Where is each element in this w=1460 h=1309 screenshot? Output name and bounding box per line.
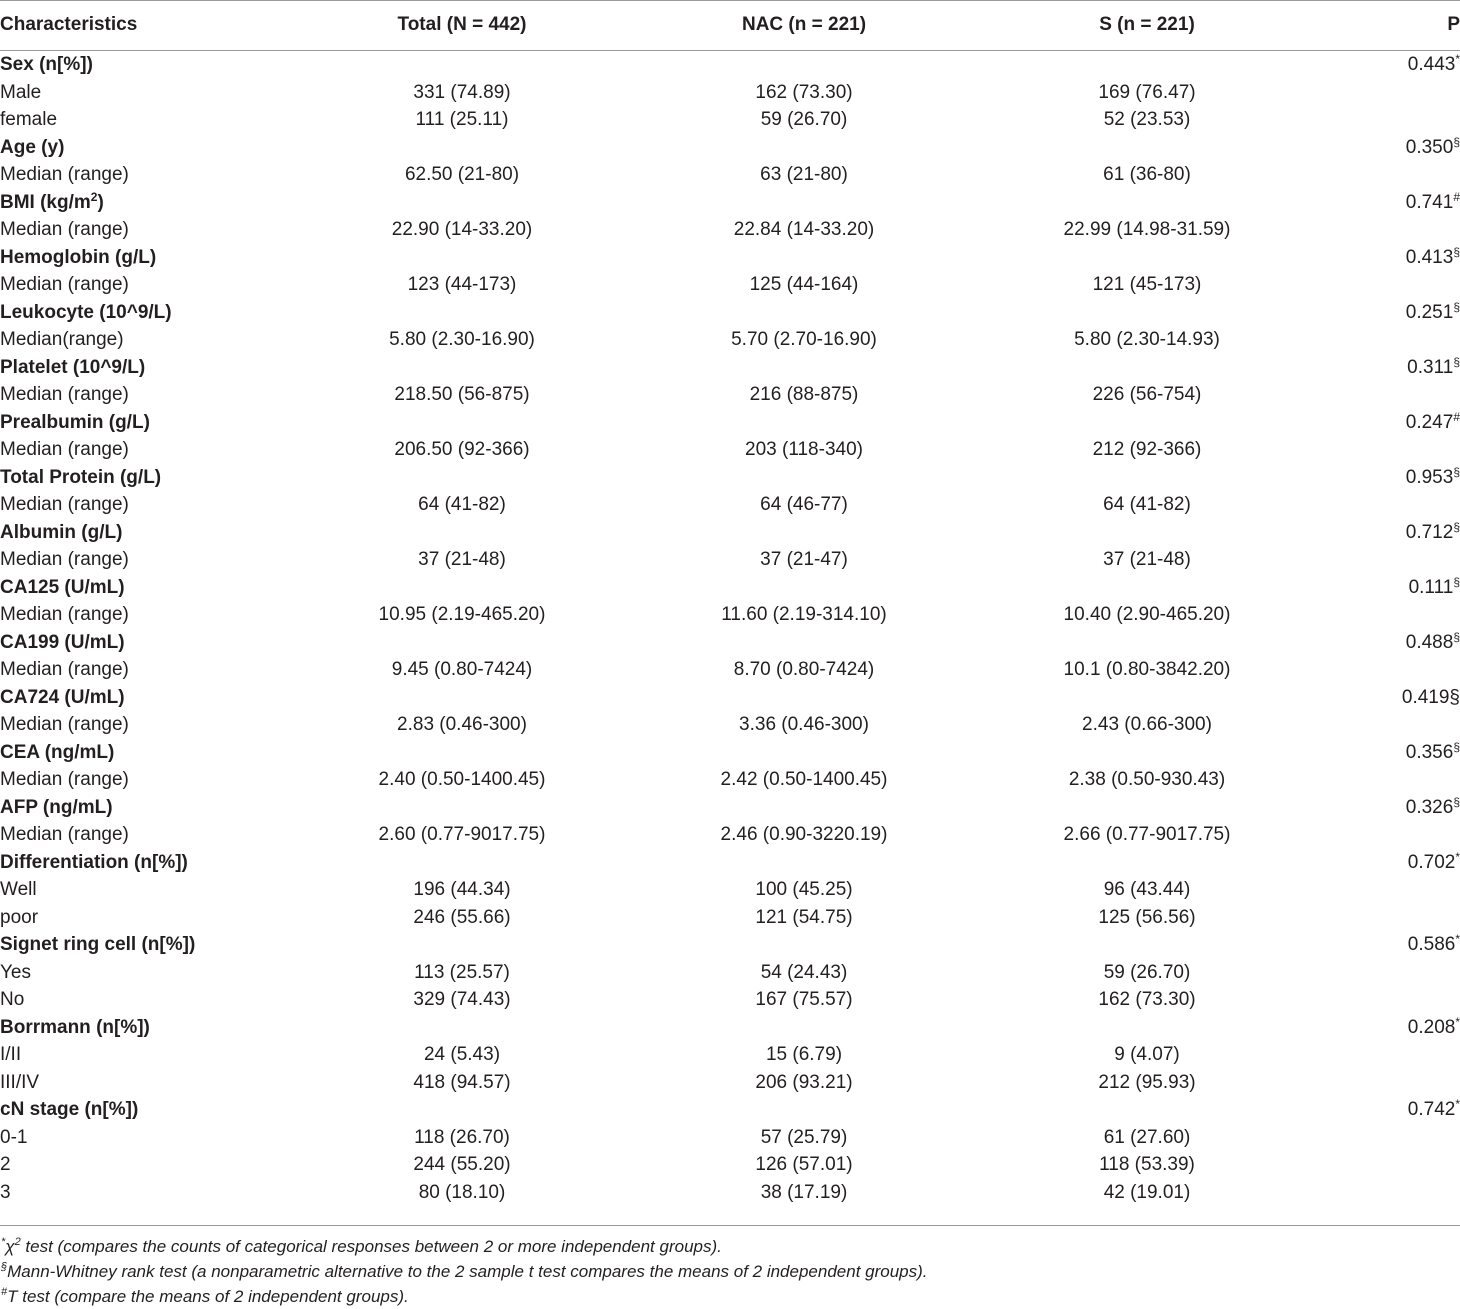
cell-nac: 126 (57.01): [755, 1154, 853, 1175]
cell-total: [292, 1014, 632, 1042]
table-row: [0, 161, 1460, 189]
cell-p-value: [1318, 601, 1460, 629]
cell-s: [976, 1096, 1318, 1124]
cell-total: 2.40 (0.50-1400.45): [378, 769, 546, 790]
cell-p-value: 0.443*: [1407, 52, 1460, 75]
cell-s: 2.43 (0.66-300): [1082, 714, 1212, 735]
table-row: [0, 381, 1460, 409]
table-row: [0, 821, 1460, 849]
cell-total: 196 (44.34): [413, 879, 511, 900]
cell-s: 5.80 (2.30-14.93): [1074, 329, 1220, 350]
row-label: 3: [0, 1181, 11, 1203]
row-label: Median (range): [0, 824, 129, 845]
row-label: Leukocyte (10^9/L): [0, 301, 172, 323]
cell-p-value: 0.741#: [1405, 189, 1460, 213]
table-row: [0, 271, 1460, 299]
row-label: CA724 (U/mL): [0, 686, 125, 708]
row-label: Platelet (10^9/L): [0, 356, 146, 378]
row-label: Median (range): [0, 384, 129, 405]
cell-total: [292, 574, 632, 602]
cell-nac: [632, 244, 976, 272]
table-row: [0, 904, 1460, 932]
cell-s: 2.38 (0.50-930.43): [1068, 769, 1226, 790]
cell-total: [292, 684, 632, 712]
cell-p-value: [1318, 381, 1460, 409]
cell-total: 331 (74.89): [413, 81, 511, 103]
row-label: Median (range): [0, 274, 129, 295]
header-nac: NAC (n = 221): [632, 0, 976, 51]
row-label: Median (range): [0, 494, 129, 515]
cell-p-value: [1318, 1041, 1460, 1069]
cell-nac: 37 (21-47): [760, 549, 848, 570]
row-label: CA125 (U/mL): [0, 576, 125, 598]
cell-total: [292, 464, 632, 492]
p-value-test-marker: §: [1453, 574, 1460, 589]
cell-total: 244 (55.20): [413, 1154, 511, 1175]
p-value-test-marker: §: [1453, 354, 1460, 369]
table-group-row: [0, 684, 1460, 712]
table-row: [0, 216, 1460, 244]
row-label: Well: [0, 879, 37, 900]
table-group-row: [0, 629, 1460, 657]
table-body: [0, 51, 1460, 1207]
cell-p-value: [1318, 1124, 1460, 1152]
table-row: [0, 326, 1460, 354]
cell-total: [292, 849, 632, 877]
cell-total: 10.95 (2.19-465.20): [378, 604, 546, 625]
cell-nac: [632, 409, 976, 437]
row-label: Median (range): [0, 164, 129, 185]
p-value-test-marker: *: [1455, 849, 1460, 864]
table-group-row: [0, 464, 1460, 492]
footnote-symbol: §: [1, 1261, 8, 1273]
cell-s: 59 (26.70): [1103, 961, 1191, 983]
table-row: [0, 106, 1460, 134]
table-row: [0, 1069, 1460, 1097]
row-label: female: [0, 109, 58, 130]
cell-p-value: 0.712§: [1405, 519, 1460, 543]
cell-p-value: 0.356§: [1405, 739, 1460, 763]
cell-s: [976, 629, 1318, 657]
cell-total: [292, 1096, 632, 1124]
footnote-lead: χ: [5, 1237, 15, 1256]
cell-nac: 3.36 (0.46-300): [739, 714, 869, 735]
row-label: I/II: [0, 1044, 22, 1065]
table-row: [0, 601, 1460, 629]
table-row: [0, 1124, 1460, 1152]
cell-total: 62.50 (21-80): [404, 164, 520, 185]
cell-nac: 206 (93.21): [755, 1071, 853, 1093]
cell-p-value: 0.742*: [1407, 1097, 1460, 1120]
header-characteristics: Characteristics: [0, 0, 292, 51]
cell-s: [976, 849, 1318, 877]
cell-p-value: 0.247#: [1405, 409, 1460, 433]
cell-total: [292, 354, 632, 382]
p-value-test-marker: *: [1455, 1097, 1460, 1111]
cell-p-value: [1318, 546, 1460, 574]
p-value-test-marker: *: [1455, 932, 1460, 946]
row-label: Albumin (g/L): [0, 521, 123, 543]
row-label: Male: [0, 81, 42, 103]
table-group-row: [0, 354, 1460, 382]
table-row: [0, 766, 1460, 794]
cell-total: [292, 739, 632, 767]
cell-nac: 125 (44-164): [749, 274, 859, 295]
cell-nac: 57 (25.79): [760, 1126, 848, 1148]
cell-total: 9.45 (0.80-7424): [391, 659, 533, 680]
cell-nac: 11.60 (2.19-314.10): [721, 604, 887, 625]
table-group-row: [0, 739, 1460, 767]
cell-s: [976, 931, 1318, 959]
cell-nac: [632, 519, 976, 547]
cell-s: 226 (56-754): [1092, 384, 1202, 405]
cell-total: [292, 189, 632, 217]
cell-nac: 54 (24.43): [760, 961, 848, 983]
cell-s: 118 (53.39): [1099, 1154, 1195, 1175]
table-group-row: [0, 519, 1460, 547]
cell-s: [976, 464, 1318, 492]
table-row: [0, 1041, 1460, 1069]
header-p: P: [1318, 0, 1460, 51]
cell-p-value: 0.350§: [1405, 134, 1460, 158]
cell-p-value: [1318, 821, 1460, 849]
cell-s: 61 (36-80): [1103, 164, 1191, 185]
table-group-row: [0, 299, 1460, 327]
cell-p-value: [1318, 959, 1460, 987]
cell-nac: 216 (88-875): [749, 384, 859, 405]
cell-s: 10.1 (0.80-3842.20): [1063, 659, 1231, 680]
cell-total: 2.60 (0.77-9017.75): [378, 824, 546, 845]
cell-p-value: [1318, 1151, 1460, 1179]
cell-nac: 121 (54.75): [755, 906, 853, 928]
footnote-line: [1, 1284, 1456, 1309]
cell-p-value: 0.953§: [1405, 464, 1460, 488]
table-group-row: [0, 1014, 1460, 1042]
p-value-test-marker: #: [1453, 189, 1460, 204]
cell-s: [976, 244, 1318, 272]
cell-nac: [632, 51, 976, 79]
cell-s: 212 (92-366): [1092, 439, 1202, 460]
cell-nac: 203 (118-340): [745, 439, 863, 460]
row-label: Median(range): [0, 329, 124, 350]
cell-p-value: 0.111§: [1408, 574, 1460, 598]
cell-total: 2.83 (0.46-300): [397, 714, 527, 735]
cell-p-value: [1318, 491, 1460, 519]
table-group-row: [0, 1096, 1460, 1124]
row-label: Median (range): [0, 714, 129, 735]
footnote-lead-superscript: 2: [14, 1236, 21, 1248]
p-value-test-marker: #: [1453, 409, 1460, 424]
cell-nac: 2.46 (0.90-3220.19): [720, 824, 888, 845]
cell-nac: [632, 299, 976, 327]
footnote-line: [1, 1234, 1456, 1259]
row-label: Median (range): [0, 659, 129, 680]
header-total: Total (N = 442): [292, 0, 632, 51]
label-superscript: 2: [90, 189, 98, 204]
cell-nac: [632, 1096, 976, 1124]
cell-nac: [632, 189, 976, 217]
cell-s: [976, 794, 1318, 822]
cell-total: [292, 794, 632, 822]
cell-total: 22.90 (14-33.20): [391, 219, 533, 240]
cell-p-value: [1318, 1069, 1460, 1097]
row-label: Median (range): [0, 604, 129, 625]
table-group-row: [0, 574, 1460, 602]
cell-total: 118 (26.70): [414, 1126, 510, 1148]
row-label: Hemoglobin (g/L): [0, 246, 157, 268]
footnote-line: [1, 1259, 1456, 1284]
footnote-symbol: #: [1, 1286, 8, 1298]
row-label: cN stage (n[%]): [0, 1099, 139, 1120]
table-row: [0, 79, 1460, 107]
cell-nac: [632, 134, 976, 162]
p-value-test-marker: §: [1453, 244, 1460, 259]
table-group-row: [0, 794, 1460, 822]
table-row: [0, 1179, 1460, 1207]
cell-p-value: [1318, 216, 1460, 244]
top-rule: [0, 0, 1460, 1]
p-value-test-marker: §: [1453, 134, 1460, 149]
row-label: No: [0, 989, 25, 1010]
cell-nac: 5.70 (2.70-16.90): [731, 329, 877, 350]
cell-s: 10.40 (2.90-465.20): [1063, 604, 1231, 625]
cell-s: [976, 51, 1318, 79]
cell-s: 96 (43.44): [1103, 879, 1191, 900]
cell-total: [292, 299, 632, 327]
cell-total: 37 (21-48): [418, 549, 506, 570]
header-s: S (n = 221): [976, 0, 1318, 51]
row-label: Total Protein (g/L): [0, 466, 162, 488]
p-value-test-marker: §: [1453, 794, 1460, 809]
cell-total: [292, 51, 632, 79]
table-row: [0, 656, 1460, 684]
cell-s: [976, 354, 1318, 382]
row-label: Yes: [0, 961, 31, 983]
cell-s: 212 (95.93): [1098, 1071, 1196, 1093]
cell-p-value: [1318, 1179, 1460, 1207]
cell-nac: 15 (6.79): [765, 1044, 843, 1065]
p-value-test-marker: *: [1455, 1014, 1460, 1029]
cell-nac: 38 (17.19): [760, 1181, 848, 1203]
cell-total: 123 (44-173): [407, 274, 517, 295]
footnote-symbol: *: [1, 1236, 6, 1248]
table-row: [0, 491, 1460, 519]
cell-s: 64 (41-82): [1103, 494, 1191, 515]
cell-nac: [632, 684, 976, 712]
cell-total: [292, 409, 632, 437]
row-label: 0-1: [0, 1126, 28, 1148]
cell-p-value: 0.413§: [1405, 244, 1460, 268]
cell-total: 5.80 (2.30-16.90): [389, 329, 535, 350]
row-label: Borrmann (n[%]): [0, 1016, 150, 1038]
cell-nac: 59 (26.70): [760, 109, 848, 130]
cell-total: 246 (55.66): [413, 906, 511, 928]
p-value-test-marker: §: [1453, 739, 1460, 754]
table-header: [0, 0, 1460, 51]
footnote-text: T test (compare the means of 2 independent groups).: [7, 1287, 409, 1306]
row-label: CEA (ng/mL): [0, 741, 115, 763]
cell-nac: 22.84 (14-33.20): [733, 219, 875, 240]
table-row: [0, 711, 1460, 739]
header-row: [0, 0, 1460, 51]
cell-s: [976, 1014, 1318, 1042]
table-group-row: [0, 409, 1460, 437]
table-row: [0, 546, 1460, 574]
cell-nac: [632, 739, 976, 767]
table-group-row: [0, 134, 1460, 162]
cell-nac: [632, 629, 976, 657]
table-row: [0, 986, 1460, 1014]
table-row: [0, 876, 1460, 904]
cell-nac: 162 (73.30): [755, 81, 853, 103]
p-value-test-marker: §: [1453, 629, 1460, 644]
cell-p-value: [1318, 161, 1460, 189]
cell-nac: [632, 464, 976, 492]
cell-s: 52 (23.53): [1103, 109, 1191, 130]
table-row: [0, 1151, 1460, 1179]
footnotes: [1, 1234, 1456, 1309]
table-row: [0, 436, 1460, 464]
cell-s: 42 (19.01): [1103, 1181, 1191, 1203]
p-value-test-marker: *: [1455, 52, 1460, 66]
p-value-test-marker: §: [1453, 299, 1460, 314]
row-label: Signet ring cell (n[%]): [0, 934, 196, 955]
cell-total: 64 (41-82): [418, 494, 506, 515]
table-row: [0, 959, 1460, 987]
cell-nac: 167 (75.57): [755, 989, 853, 1010]
cell-total: 418 (94.57): [413, 1071, 511, 1093]
cell-p-value: 0.488§: [1405, 629, 1460, 653]
cell-s: [976, 574, 1318, 602]
cell-total: 113 (25.57): [414, 961, 510, 983]
cell-p-value: [1318, 904, 1460, 932]
cell-s: [976, 409, 1318, 437]
row-label: 2: [0, 1154, 11, 1175]
cell-p-value: 0.208*: [1407, 1014, 1460, 1038]
row-label: Differentiation (n[%]): [0, 851, 188, 873]
cell-s: [976, 519, 1318, 547]
cell-nac: 2.42 (0.50-1400.45): [720, 769, 888, 790]
cell-p-value: 0.419§: [1401, 686, 1460, 708]
cell-p-value: [1318, 766, 1460, 794]
row-label: Sex (n[%]): [0, 54, 93, 75]
cell-s: [976, 189, 1318, 217]
row-label: BMI $(kg/m^2)$: [0, 189, 104, 213]
cell-total: 206.50 (92-366): [394, 439, 530, 460]
cell-total: 111 (25.11): [415, 109, 509, 130]
cell-total: 80 (18.10): [418, 1181, 506, 1203]
cell-p-value: 0.702*: [1407, 849, 1460, 873]
cell-s: 37 (21-48): [1103, 549, 1191, 570]
row-label: AFP (ng/mL): [0, 796, 113, 818]
cell-p-value: [1318, 436, 1460, 464]
row-label: CA199 (U/mL): [0, 631, 125, 653]
cell-nac: 100 (45.25): [755, 879, 853, 900]
row-label: Median (range): [0, 219, 129, 240]
cell-total: 218.50 (56-875): [394, 384, 530, 405]
cell-s: [976, 299, 1318, 327]
cell-total: 329 (74.43): [413, 989, 511, 1010]
cell-nac: [632, 849, 976, 877]
cell-s: 2.66 (0.77-9017.75): [1063, 824, 1231, 845]
row-label: III/IV: [0, 1071, 40, 1093]
row-label: Median (range): [0, 439, 129, 460]
cell-p-value: [1318, 876, 1460, 904]
cell-nac: 64 (46-77): [760, 494, 848, 515]
row-label: Age (y): [0, 136, 65, 158]
cell-p-value: 0.326§: [1405, 794, 1460, 818]
cell-p-value: [1318, 106, 1460, 134]
row-label: Prealbumin (g/L): [0, 411, 150, 433]
footnote-text: test (compares the counts of categorical responses between 2 or more independent groups).: [20, 1237, 722, 1256]
cell-nac: [632, 794, 976, 822]
cell-nac: 8.70 (0.80-7424): [733, 659, 875, 680]
cell-s: 169 (76.47): [1098, 81, 1196, 103]
cell-p-value: 0.586*: [1407, 932, 1460, 955]
bottom-rule: [0, 1225, 1460, 1226]
cell-s: [976, 739, 1318, 767]
cell-p-value: [1318, 711, 1460, 739]
cell-s: 22.99 (14.98-31.59): [1063, 219, 1231, 240]
cell-p-value: [1318, 986, 1460, 1014]
cell-p-value: [1318, 271, 1460, 299]
p-value-test-marker: §: [1453, 464, 1460, 479]
table-group-row: [0, 189, 1460, 217]
cell-p-value: [1318, 79, 1460, 107]
cell-s: 9 (4.07): [1114, 1044, 1180, 1065]
row-label: poor: [0, 906, 39, 928]
row-label: Median (range): [0, 769, 129, 790]
table-group-row: [0, 931, 1460, 959]
table-group-row: [0, 849, 1460, 877]
cell-s: [976, 134, 1318, 162]
cell-total: [292, 244, 632, 272]
cell-nac: [632, 1014, 976, 1042]
cell-nac: [632, 574, 976, 602]
cell-s: 61 (27.60): [1103, 1126, 1191, 1148]
cell-total: [292, 931, 632, 959]
footnote-text: Mann-Whitney rank test (a nonparametric alternative to the 2 sample t test compares the means of 2 independent groups).: [7, 1262, 928, 1281]
cell-total: 24 (5.43): [423, 1044, 501, 1065]
cell-p-value: [1318, 656, 1460, 684]
cell-s: [976, 684, 1318, 712]
cell-nac: [632, 354, 976, 382]
cell-s: 121 (45-173): [1092, 274, 1202, 295]
cell-s: 125 (56.56): [1098, 906, 1196, 928]
cell-s: 162 (73.30): [1098, 989, 1196, 1010]
row-label: Median (range): [0, 549, 129, 570]
table-group-row: [0, 244, 1460, 272]
cell-p-value: 0.311§: [1407, 354, 1460, 378]
cell-total: [292, 134, 632, 162]
cell-total: [292, 519, 632, 547]
table-group-row: [0, 51, 1460, 79]
p-value-test-marker: §: [1453, 519, 1460, 534]
cell-nac: [632, 931, 976, 959]
cell-total: [292, 629, 632, 657]
cell-p-value: [1318, 326, 1460, 354]
cell-nac: 63 (21-80): [760, 164, 848, 185]
cell-p-value: 0.251§: [1405, 299, 1460, 323]
